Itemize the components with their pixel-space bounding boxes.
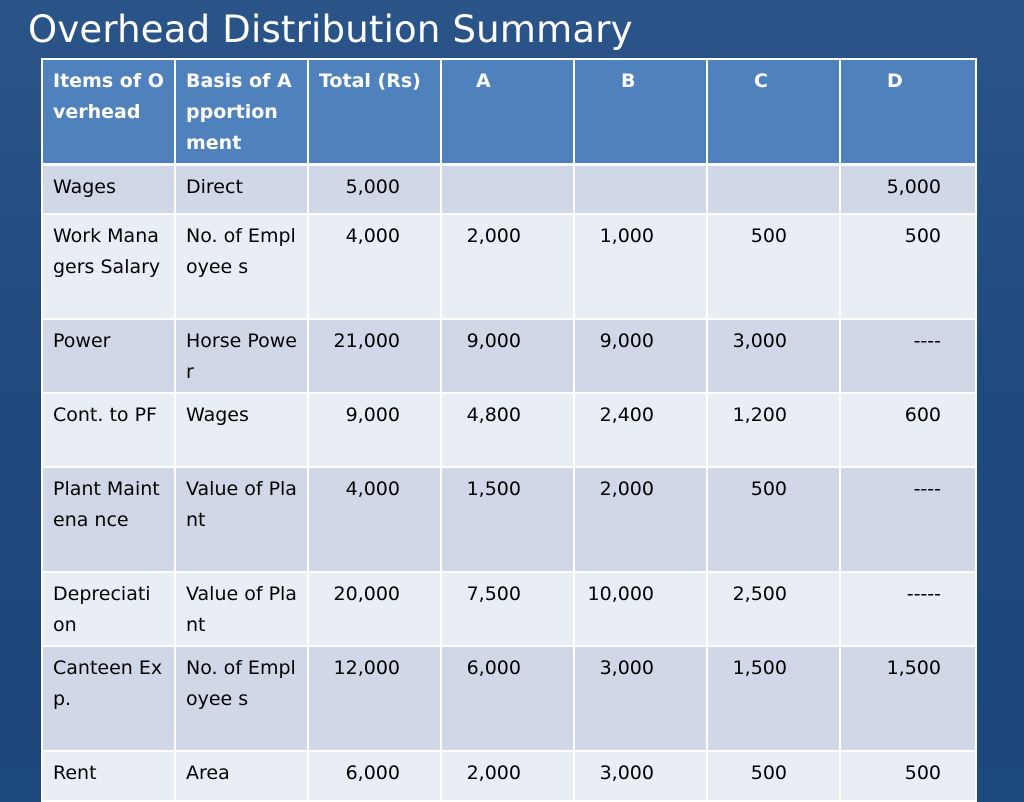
cell-total: 6,000 <box>308 751 441 801</box>
cell-basis: Wages <box>175 393 308 467</box>
cell-d: ---- <box>840 467 976 572</box>
cell-basis: Direct <box>175 165 308 215</box>
cell-item: Power <box>42 319 175 393</box>
header-c: C <box>707 59 840 165</box>
overhead-distribution-table <box>41 58 977 802</box>
cell-total: 5,000 <box>308 165 441 215</box>
table-row <box>42 751 976 801</box>
cell-item: Plant Maintena nce <box>42 467 175 572</box>
header-basis-of-apportionment: Basis of Apportion ment <box>175 59 308 165</box>
cell-a: 9,000 <box>441 319 574 393</box>
cell-a <box>441 165 574 215</box>
cell-c: 3,000 <box>707 319 840 393</box>
cell-total: 12,000 <box>308 646 441 751</box>
cell-basis: No. of Employee s <box>175 214 308 319</box>
cell-c: 500 <box>707 214 840 319</box>
slide-title: Overhead Distribution Summary <box>28 8 633 51</box>
cell-c: 500 <box>707 467 840 572</box>
table-row <box>42 319 976 393</box>
cell-b: 2,400 <box>574 393 707 467</box>
cell-item: Cont. to PF <box>42 393 175 467</box>
header-a: A <box>441 59 574 165</box>
cell-d: 500 <box>840 751 976 801</box>
cell-total: 21,000 <box>308 319 441 393</box>
header-items-of-overhead: Items of Overhead <box>42 59 175 165</box>
cell-b: 2,000 <box>574 467 707 572</box>
cell-c: 1,200 <box>707 393 840 467</box>
cell-item: Work Managers Salary <box>42 214 175 319</box>
header-total: Total (Rs) <box>308 59 441 165</box>
cell-total: 4,000 <box>308 467 441 572</box>
header-b: B <box>574 59 707 165</box>
cell-b: 1,000 <box>574 214 707 319</box>
cell-total: 9,000 <box>308 393 441 467</box>
cell-c: 2,500 <box>707 572 840 646</box>
cell-basis: Area <box>175 751 308 801</box>
cell-d: 1,500 <box>840 646 976 751</box>
cell-b: 3,000 <box>574 751 707 801</box>
cell-a: 6,000 <box>441 646 574 751</box>
cell-d: 600 <box>840 393 976 467</box>
table-row <box>42 646 976 751</box>
cell-a: 2,000 <box>441 751 574 801</box>
cell-item: Canteen Exp. <box>42 646 175 751</box>
cell-c: 500 <box>707 751 840 801</box>
cell-d: 500 <box>840 214 976 319</box>
table-header-row <box>42 59 976 165</box>
cell-a: 4,800 <box>441 393 574 467</box>
cell-b: 3,000 <box>574 646 707 751</box>
table-row <box>42 165 976 215</box>
cell-basis: Horse Power <box>175 319 308 393</box>
cell-item: Wages <box>42 165 175 215</box>
cell-basis: Value of Plant <box>175 572 308 646</box>
cell-a: 1,500 <box>441 467 574 572</box>
cell-d: ---- <box>840 319 976 393</box>
table-row <box>42 214 976 319</box>
cell-b <box>574 165 707 215</box>
cell-a: 7,500 <box>441 572 574 646</box>
cell-item: Depreciati on <box>42 572 175 646</box>
cell-item: Rent <box>42 751 175 801</box>
cell-total: 20,000 <box>308 572 441 646</box>
cell-basis: Value of Plant <box>175 467 308 572</box>
cell-c <box>707 165 840 215</box>
cell-total: 4,000 <box>308 214 441 319</box>
cell-d: 5,000 <box>840 165 976 215</box>
cell-d: ----- <box>840 572 976 646</box>
cell-basis: No. of Employee s <box>175 646 308 751</box>
header-d: D <box>840 59 976 165</box>
table-row <box>42 393 976 467</box>
cell-b: 9,000 <box>574 319 707 393</box>
cell-a: 2,000 <box>441 214 574 319</box>
table-row <box>42 572 976 646</box>
cell-b: 10,000 <box>574 572 707 646</box>
table-row <box>42 467 976 572</box>
cell-c: 1,500 <box>707 646 840 751</box>
